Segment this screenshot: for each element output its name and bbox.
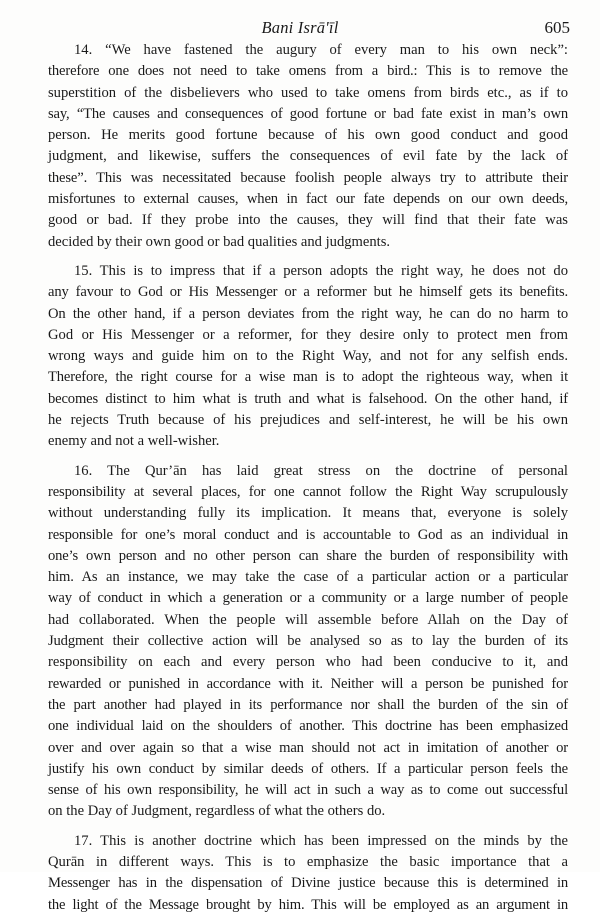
body-text xyxy=(48,40,568,916)
text-line: any favour to God or His Messenger or a reformer but he himself gets its benefits. xyxy=(48,284,568,301)
note-17-paragraph xyxy=(48,831,568,916)
note-16-paragraph xyxy=(48,461,568,823)
text-line: superstition of the disbelievers who used to take omens from birds etc., as if to xyxy=(48,84,568,101)
text-line: decided by their own good or bad qualities and judgments. xyxy=(48,233,391,250)
page-number: 605 xyxy=(544,18,570,37)
text-line: over and over again so that a wise man should not act in imitation of another or xyxy=(48,739,568,756)
text-line: Therefore, the right course for a wise man is to adopt the righteous way, when it xyxy=(48,369,568,386)
text-line: good or bad. If they probe into the causes, they will find that their fate was xyxy=(48,212,568,229)
text-line: Qurān in different ways. This is to emphasize the basic importance that a xyxy=(48,853,568,870)
text-line: say, “The causes and consequences of good fortune or bad fate exist in man’s own xyxy=(48,105,568,122)
text-line: justify his own conduct by similar deeds of others. If a particular person feels the xyxy=(48,760,568,777)
text-line: Messenger has in the dispensation of Divine justice because this is determined in xyxy=(48,875,568,892)
chapter-title: Bani Isrā'īl xyxy=(261,18,339,37)
text-line: 16. The Qur’ān has laid great stress on the doctrine of personal xyxy=(74,462,568,479)
text-line: enemy and not a well-wisher. xyxy=(48,433,220,450)
text-line: Judgment their collective action will be analysed so as to lay the burden of its xyxy=(48,633,568,650)
text-line: the part another had played in its performance nor shall the burden of the sin of xyxy=(48,696,568,713)
note-15-paragraph xyxy=(48,261,568,453)
note-14-paragraph xyxy=(48,40,568,253)
text-line: without understanding fully its implication. It means that, everyone is solely xyxy=(48,505,568,522)
text-line: person. He merits good fortune because of his own good conduct and good xyxy=(48,127,568,144)
text-line: had collaborated. When the people will assemble before Allah on the Day of xyxy=(48,611,568,628)
text-line: on the Day of Judgment, regardless of what the others do. xyxy=(48,803,386,820)
text-line: way of conduct in which a generation or a community or a large number of people xyxy=(48,590,568,607)
text-line: one individual laid on the shoulders of another. This doctrine has been emphasized xyxy=(48,718,568,735)
text-line: 17. This is another doctrine which has been impressed on the minds by the xyxy=(74,832,568,849)
text-line: responsible for one’s moral conduct and is accountable to God as an individual in xyxy=(48,526,568,543)
text-line: 15. This is to impress that if a person adopts the right way, he does not do xyxy=(74,262,568,279)
text-line: the light of the Message brought by him. This will be employed as an argument in xyxy=(48,896,568,913)
text-line: On the other hand, if a person deviates from the right way, he can do no harm to xyxy=(48,305,568,322)
text-line: responsibility at several places, for one cannot follow the Right Way scrupulously xyxy=(48,483,568,500)
text-line: him. As an instance, we may take the case of a particular action or a particular xyxy=(48,569,568,586)
text-line: becomes distinct to him what is truth and what is falsehood. On the other hand, if xyxy=(48,390,568,407)
text-line: one’s own person and no other person can share the burden of responsibility with xyxy=(48,547,568,564)
text-line: responsibility on each and every person who had been conducive to it, and xyxy=(48,654,568,671)
text-line: wrong ways and guide him on to the Right Way, and not for any selfish ends. xyxy=(48,348,568,365)
text-line: therefore one does not need to take omens from a bird.: This is to remove the xyxy=(48,63,568,80)
text-line: misfortunes to external causes, when in fact our fate depends on our own deeds, xyxy=(48,191,568,208)
text-line: sense of his own responsibility, he will act in such a way as to come out successful xyxy=(48,782,568,799)
text-line: he rejects Truth because of his prejudices and self-interest, he will be his own xyxy=(48,412,568,429)
text-line: these”. This was necessitated because foolish people always try to attribute their xyxy=(48,169,568,186)
text-line: 14. “We have fastened the augury of every man to his own neck”: xyxy=(74,42,568,58)
text-line: God or His Messenger or a reformer, for they desire only to protect men from xyxy=(48,326,568,343)
text-line: judgment, and likewise, suffers the consequences of evil fate by the lack of xyxy=(48,148,568,165)
running-head xyxy=(0,14,600,38)
text-line: rewarded or punished in accordance with it. Neither will a person be punished for xyxy=(48,675,568,692)
